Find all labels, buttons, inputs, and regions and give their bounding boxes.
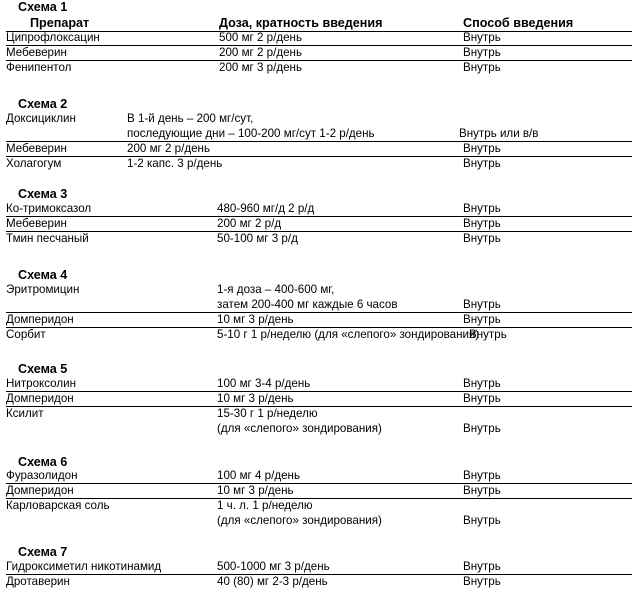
route-text: Внутрь xyxy=(463,298,501,311)
table-rule xyxy=(6,231,632,232)
drug-name: Нитроксолин xyxy=(6,377,77,390)
route-text: Внутрь xyxy=(463,202,501,215)
scheme-title: Схема 3 xyxy=(18,187,68,201)
dose-text: 50-100 мг 3 р/д xyxy=(217,232,298,245)
route-text: Внутрь xyxy=(463,514,501,527)
table-rule xyxy=(6,312,632,313)
route-text: Внутрь xyxy=(463,377,501,390)
dose-text: последующие дни – 100-200 мг/сут 1-2 р/день xyxy=(127,127,375,140)
route-text: Внутрь xyxy=(463,217,501,230)
drug-name: Дротаверин xyxy=(6,575,70,588)
dose-text: 5-10 г 1 р/неделю (для «слепого» зондирования) xyxy=(217,328,480,341)
route-text: Внутрь xyxy=(463,232,501,245)
drug-name: Фуразолидон xyxy=(6,469,78,482)
dose-text: 10 мг 3 р/день xyxy=(217,313,294,326)
scheme-title: Схема 4 xyxy=(18,268,68,282)
dose-text: 1-я доза – 400-600 мг, xyxy=(217,283,335,296)
route-text: Внутрь xyxy=(463,313,501,326)
table-rule xyxy=(6,45,632,46)
scheme-title: Схема 5 xyxy=(18,362,68,376)
route-text: Внутрь или в/в xyxy=(459,127,539,140)
table-rule xyxy=(6,406,632,407)
dose-text: 200 мг 3 р/день xyxy=(219,61,302,74)
route-text: Внутрь xyxy=(463,61,501,74)
dose-text: 15-30 г 1 р/неделю xyxy=(217,407,318,420)
route-text: Внутрь xyxy=(469,328,507,341)
dose-text: 100 мг 4 р/день xyxy=(217,469,300,482)
drug-name: Домперидон xyxy=(6,484,74,497)
drug-name: Карловарская соль xyxy=(6,499,110,512)
table-rule xyxy=(6,156,632,157)
dose-text: 40 (80) мг 2-3 р/день xyxy=(217,575,328,588)
column-header-drug: Препарат xyxy=(30,16,90,30)
route-text: Внутрь xyxy=(463,31,501,44)
dose-text: (для «слепого» зондирования) xyxy=(217,422,382,435)
dose-text: 200 мг 2 р/день xyxy=(219,46,302,59)
drug-name: Тмин песчаный xyxy=(6,232,89,245)
dose-text: 500-1000 мг 3 р/день xyxy=(217,560,330,573)
route-text: Внутрь xyxy=(463,422,501,435)
drug-name: Домперидон xyxy=(6,313,74,326)
route-text: Внутрь xyxy=(463,484,501,497)
route-text: Внутрь xyxy=(463,469,501,482)
route-text: Внутрь xyxy=(463,142,501,155)
drug-name: Гидроксиметил никотинамид xyxy=(6,560,162,573)
drug-name: Фенипентол xyxy=(6,61,72,74)
route-text: Внутрь xyxy=(463,560,501,573)
route-text: Внутрь xyxy=(463,392,501,405)
route-text: Внутрь xyxy=(463,46,501,59)
dose-text: 1 ч. л. 1 р/неделю xyxy=(217,499,313,512)
dose-text: затем 200-400 мг каждые 6 часов xyxy=(217,298,398,311)
drug-name: Сорбит xyxy=(6,328,46,341)
scheme-title: Схема 1 xyxy=(18,0,68,14)
drug-name: Домперидон xyxy=(6,392,74,405)
scheme-title: Схема 6 xyxy=(18,455,68,469)
dose-text: 200 мг 2 р/день xyxy=(127,142,210,155)
table-rule xyxy=(6,483,632,484)
table-rule xyxy=(6,216,632,217)
drug-name: Эритромицин xyxy=(6,283,80,296)
drug-name: Доксициклин xyxy=(6,112,76,125)
table-rule xyxy=(6,60,632,61)
drug-name: Мебеверин xyxy=(6,217,67,230)
column-header-route: Способ введения xyxy=(463,16,574,30)
dose-text: 10 мг 3 р/день xyxy=(217,484,294,497)
dose-text: 200 мг 2 р/д xyxy=(217,217,282,230)
drug-name: Мебеверин xyxy=(6,142,67,155)
dose-text: 480-960 мг/д 2 р/д xyxy=(217,202,315,215)
dose-text: В 1-й день – 200 мг/сут, xyxy=(127,112,254,125)
route-text: Внутрь xyxy=(463,157,501,170)
drug-name: Ципрофлоксацин xyxy=(6,31,100,44)
dose-text: 1-2 капс. 3 р/день xyxy=(127,157,223,170)
table-rule xyxy=(6,141,632,142)
table-rule xyxy=(6,31,632,32)
drug-name: Ксилит xyxy=(6,407,44,420)
column-header-dose: Доза, кратность введения xyxy=(219,16,383,30)
dose-text: 10 мг 3 р/день xyxy=(217,392,294,405)
table-rule xyxy=(6,391,632,392)
dose-text: (для «слепого» зондирования) xyxy=(217,514,382,527)
scheme-title: Схема 7 xyxy=(18,545,68,559)
drug-name: Мебеверин xyxy=(6,46,67,59)
route-text: Внутрь xyxy=(463,575,501,588)
drug-name: Ко-тримоксазол xyxy=(6,202,92,215)
dose-text: 500 мг 2 р/день xyxy=(219,31,302,44)
drug-name: Холагогум xyxy=(6,157,62,170)
scheme-title: Схема 2 xyxy=(18,97,68,111)
dose-text: 100 мг 3-4 р/день xyxy=(217,377,311,390)
